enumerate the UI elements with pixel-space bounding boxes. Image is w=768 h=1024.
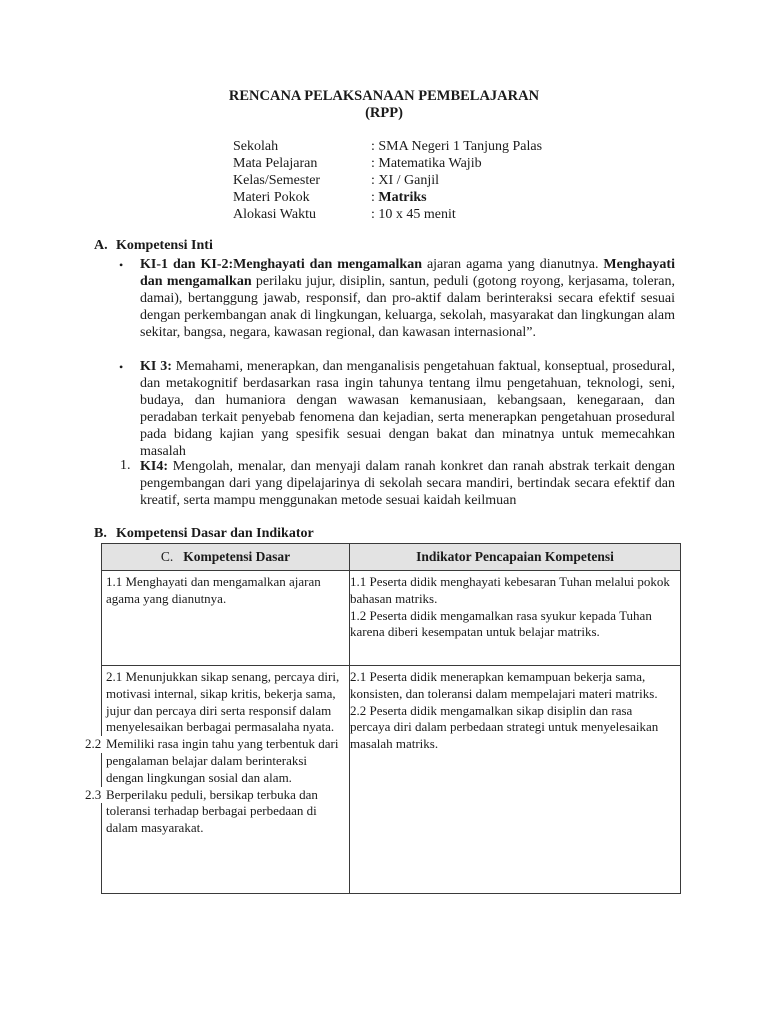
paragraph-lead: KI4:	[140, 459, 168, 474]
document-title: RENCANA PELAKSANAAN PEMBELAJARAN	[228, 88, 540, 104]
ki1-ki2-paragraph	[140, 256, 675, 341]
kd-item	[85, 736, 347, 786]
indikator-cell	[350, 571, 681, 666]
section-b-heading	[94, 526, 314, 542]
bullet-marker: •	[119, 360, 124, 374]
identity-label: Sekolah	[233, 139, 279, 154]
kd-item-text: Memiliki rasa ingin tahu yang terbentuk dari pengalaman belajar dalam berinteraksi dengan lingkungan sosial dan alam.	[106, 736, 339, 785]
kd-cell	[102, 571, 350, 666]
section-a-heading	[94, 238, 213, 254]
identity-label: Mata Pelajaran	[233, 156, 318, 171]
table-header-row	[102, 544, 681, 571]
section-title: Kompetensi Inti	[116, 238, 213, 253]
identity-value: : XI / Ganjil	[371, 173, 440, 188]
ki3-paragraph	[140, 358, 675, 460]
identity-label: Materi Pokok	[233, 190, 310, 205]
section-title: Kompetensi Dasar dan Indikator	[116, 526, 314, 541]
kd-item: 2.1 Menunjukkan sikap senang, percaya diri, motivasi internal, sikap kritis, bekerja sama, jujur dan percaya diri serta responsif dalam menyelesaikan berbagai permasalaha nyata.	[106, 669, 340, 735]
kd-list	[85, 666, 349, 837]
identity-value: : Matematika Wajib	[371, 156, 482, 171]
paragraph-text: Mengolah, menalar, dan menyaji dalam ranah konkret dan ranah abstrak terkait dengan pengembangan dari yang dipelajarinya di sekolah secara mandiri, bertindak secara efektif dan kreatif, serta mampu menggunakan metode sesuai kaidah keilmuan	[140, 459, 675, 508]
indikator-item: 2.2 Peserta didik mengamalkan sikap disiplin dan rasa percaya diri dalam perbedaan strategi untuk menyelesaikan masalah matriks.	[350, 702, 659, 752]
section-letter: B.	[94, 526, 107, 541]
kd-item	[85, 786, 347, 837]
identity-colon: :	[371, 190, 379, 205]
section-letter: A.	[94, 238, 108, 253]
identity-value-bold: Matriks	[378, 190, 427, 205]
table-row	[102, 571, 681, 666]
kd-number: 2.3	[85, 786, 102, 802]
indikator-item: 2.1 Peserta didik menerapkan kemampuan bekerja sama, konsisten, dan toleransi dalam mempelajari materi matriks.	[350, 669, 658, 701]
kd-cell	[85, 666, 350, 894]
identity-label: Kelas/Semester	[233, 173, 321, 188]
paragraph-text: ajaran agama yang dianutnya.	[421, 257, 604, 272]
kd-item-text: Berperilaku peduli, bersikap terbuka dan toleransi terhadap berbagai perbedaan di dalam masyarakat.	[106, 786, 318, 836]
paragraph-lead: KI 3:	[140, 359, 172, 374]
header-indikator: Indikator Pencapaian Kompetensi	[350, 544, 681, 571]
indikator-item: 1.1 Peserta didik menghayati kebesaran Tuhan melalui pokok bahasan matriks.	[350, 574, 670, 606]
paragraph-text: perilaku jujur, disiplin, santun, peduli (gotong royong, kerjasama, toleran, damai), bertanggung jawab, responsif, dan pro-aktif dalam berinteraksi secara efektif sesuai dengan perkembangan anak di lingkungan, keluarga, sekolah, masyarakat dan lingkungan alam sekitar, bangsa, negara, kawasan regional, dan kawasan internasional”.	[140, 274, 675, 340]
identity-value: : 10 x 45 menit	[371, 207, 456, 222]
indikator-list	[350, 666, 680, 753]
paragraph-lead: Menghayati dan mengamalkan	[140, 257, 675, 289]
identity-label: Alokasi Waktu	[233, 207, 316, 222]
list-number: 1.	[120, 458, 131, 473]
indikator-cell	[350, 666, 681, 894]
kd-text: 1.1 Menghayati dan mengamalkan ajaran agama yang dianutnya.	[106, 574, 321, 606]
kd-number: 2.2	[85, 736, 102, 752]
header-label: Kompetensi Dasar	[183, 549, 291, 564]
identity-value	[371, 189, 427, 206]
document-subtitle: (RPP)	[365, 105, 403, 121]
ki4-paragraph	[140, 458, 675, 509]
paragraph-lead: KI-1 dan KI-2:Menghayati dan mengamalkan	[140, 257, 422, 272]
header-kompetensi-dasar	[102, 544, 350, 571]
bullet-marker: •	[119, 258, 124, 272]
header-letter: C.	[160, 549, 174, 564]
table-row	[102, 666, 681, 894]
indikator-list	[350, 571, 680, 641]
identity-value: : SMA Negeri 1 Tanjung Palas	[371, 139, 543, 154]
indikator-item: 1.2 Peserta didik mengamalkan rasa syukur kepada Tuhan karena diberi kesempatan untuk belajar matriks.	[350, 607, 652, 640]
paragraph-text: Memahami, menerapkan, dan menganalisis pengetahuan faktual, konseptual, prosedural, dan metakognitif berdasarkan rasa ingin tahunya tentang ilmu pengetahuan, teknologi, seni, budaya, dan humaniora dengan wawasan kemanusiaan, kebangsaan, kenegaraan, dan peradaban terkait penyebab fenomena dan kejadian, serta menerapkan pengetahuan prosedural pada bidang kajian yang spesifik sesuai dengan bakat dan minatnya untuk memecahkan masalah	[140, 359, 676, 459]
competency-table	[85, 543, 681, 894]
